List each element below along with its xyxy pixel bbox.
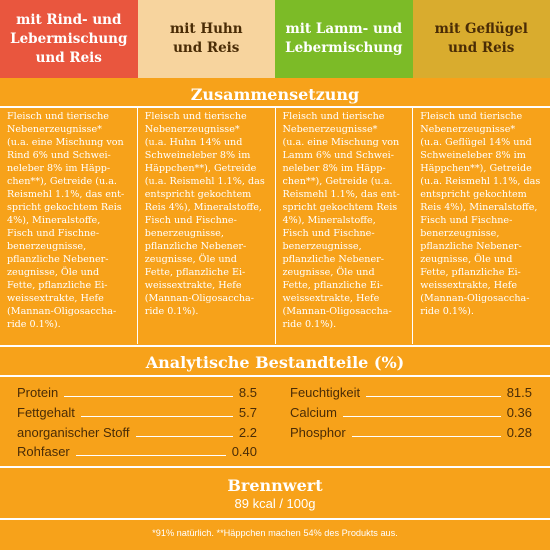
nutrient-value: 2.2 bbox=[238, 425, 257, 440]
nutrient-row-fettgehalt bbox=[17, 402, 257, 420]
nutrient-label: Fettgehalt bbox=[17, 405, 75, 420]
variant-tab-rind bbox=[0, 0, 138, 78]
energy-divider-bottom bbox=[0, 518, 550, 520]
composition-column-rind bbox=[0, 108, 137, 344]
composition-text: Fleisch und tierische Nebenerzeugnisse* (u.a. eine Mischung von Lamm 6% und Schwei- neleber 8% im Häpp- chen**), Getreide (u.a. Reismehl 1.1%, das ent- spricht gekochtem Reis 4%), Mineralstoffe, Fisch und Fischne- benerzeugnisse, pflanzliche Nebener- zeugnisse, Öle und Fette, pflanzliche Ei- weissextrakte, Hefe (Mannan-Oligosaccha- ride 0.1%). bbox=[282, 111, 400, 330]
composition-text: Fleisch und tierische Nebenerzeugnisse* (u.a. Geflügel 14% und Schweineleber 8% im Häppchen**), Getreide (u.a. Reismehl 1.1%, das entspricht gekochtem Reis 4%), Mineralstoffe, Fisch und Fischne- benerzeugnisse, pflanzliche Nebener- zeugnisse, Öle und Fette, pflanzliche Ei- weissextrakte, Hefe (Mannan-Oligosaccha- ride 0.1%). bbox=[420, 111, 541, 317]
nutrient-value: 0.28 bbox=[506, 425, 532, 440]
composition-column-gefluegel bbox=[412, 108, 550, 344]
leader-line bbox=[81, 416, 233, 417]
nutrient-row-phosphor bbox=[290, 422, 532, 440]
composition-title: Zusammensetzung bbox=[190, 85, 360, 104]
energy-value: 89 kcal / 100g bbox=[234, 496, 316, 511]
nutrient-label: anorganischer Stoff bbox=[17, 425, 130, 440]
analysis-divider-top bbox=[0, 345, 550, 347]
nutrient-label: Rohfaser bbox=[17, 444, 70, 459]
variant-label: mit Geflügel und Reis bbox=[434, 21, 528, 56]
nutrient-row-rohfaser bbox=[17, 441, 257, 459]
nutrient-value: 0.40 bbox=[231, 444, 257, 459]
composition-column-huhn bbox=[137, 108, 275, 344]
nutrient-label: Phosphor bbox=[290, 425, 346, 440]
nutrient-value: 81.5 bbox=[506, 385, 532, 400]
energy-divider-top bbox=[0, 466, 550, 468]
composition-column-lamm bbox=[275, 108, 413, 344]
variant-label: mit Lamm- und Lebermischung bbox=[285, 21, 403, 56]
nutrient-row-feuchtigkeit bbox=[290, 382, 532, 400]
analysis-divider-bottom bbox=[0, 375, 550, 377]
composition-columns bbox=[0, 108, 550, 344]
variant-tab-lamm bbox=[275, 0, 413, 78]
variant-label: mit Huhn und Reis bbox=[169, 21, 243, 56]
nutrient-value: 5.7 bbox=[238, 405, 257, 420]
composition-text: Fleisch und tierische Nebenerzeugnisse* (u.a. eine Mischung von Rind 6% und Schwei- neleber 8% im Häpp- chen**), Getreide (u.a. Reismehl 1.1%, das ent- spricht gekochtem Reis 4%), Mineralstoffe, Fisch und Fischne- benerzeugnisse, pflanzliche Nebener- zeugnisse, Öle und Fette, pflanzliche Ei- weissextrakte, Hefe (Mannan-Oligosaccha- ride 0.1%). bbox=[7, 111, 125, 330]
variant-header bbox=[0, 0, 550, 78]
nutrient-row-anorganischer-stoff bbox=[17, 422, 257, 440]
nutrient-label: Calcium bbox=[290, 405, 337, 420]
analysis-title: Analytische Bestandteile (%) bbox=[145, 353, 405, 372]
variant-tab-huhn bbox=[138, 0, 276, 78]
leader-line bbox=[343, 416, 501, 417]
leader-line bbox=[64, 396, 233, 397]
variant-label: mit Rind- und Lebermischung und Reis bbox=[10, 11, 128, 66]
leader-line bbox=[366, 396, 501, 397]
nutrient-value: 0.36 bbox=[506, 405, 532, 420]
footnote: *91% natürlich. **Häppchen machen 54% des Produkts aus. bbox=[152, 528, 398, 538]
energy-title: Brennwert bbox=[227, 476, 323, 495]
variant-tab-gefluegel bbox=[413, 0, 550, 78]
nutrient-label: Feuchtigkeit bbox=[290, 385, 361, 400]
nutrient-row-calcium bbox=[290, 402, 532, 420]
nutrient-label: Protein bbox=[17, 385, 59, 400]
leader-line bbox=[76, 455, 226, 456]
leader-line bbox=[352, 436, 501, 437]
composition-text: Fleisch und tierische Nebenerzeugnisse* (u.a. Huhn 14% und Schweineleber 8% im Häppchen**), Getreide (u.a. Reismehl 1.1%, das entspricht gekochtem Reis 4%), Mineralstoffe, Fisch und Fischne- benerzeugnisse, pflanzliche Nebener- zeugnisse, Öle und Fette, pflanzliche Ei- weissextrakte, Hefe (Mannan-Oligosaccha- ride 0.1%). bbox=[144, 111, 265, 317]
nutrient-value: 8.5 bbox=[238, 385, 257, 400]
nutrient-row-protein bbox=[17, 382, 257, 400]
leader-line bbox=[136, 436, 233, 437]
